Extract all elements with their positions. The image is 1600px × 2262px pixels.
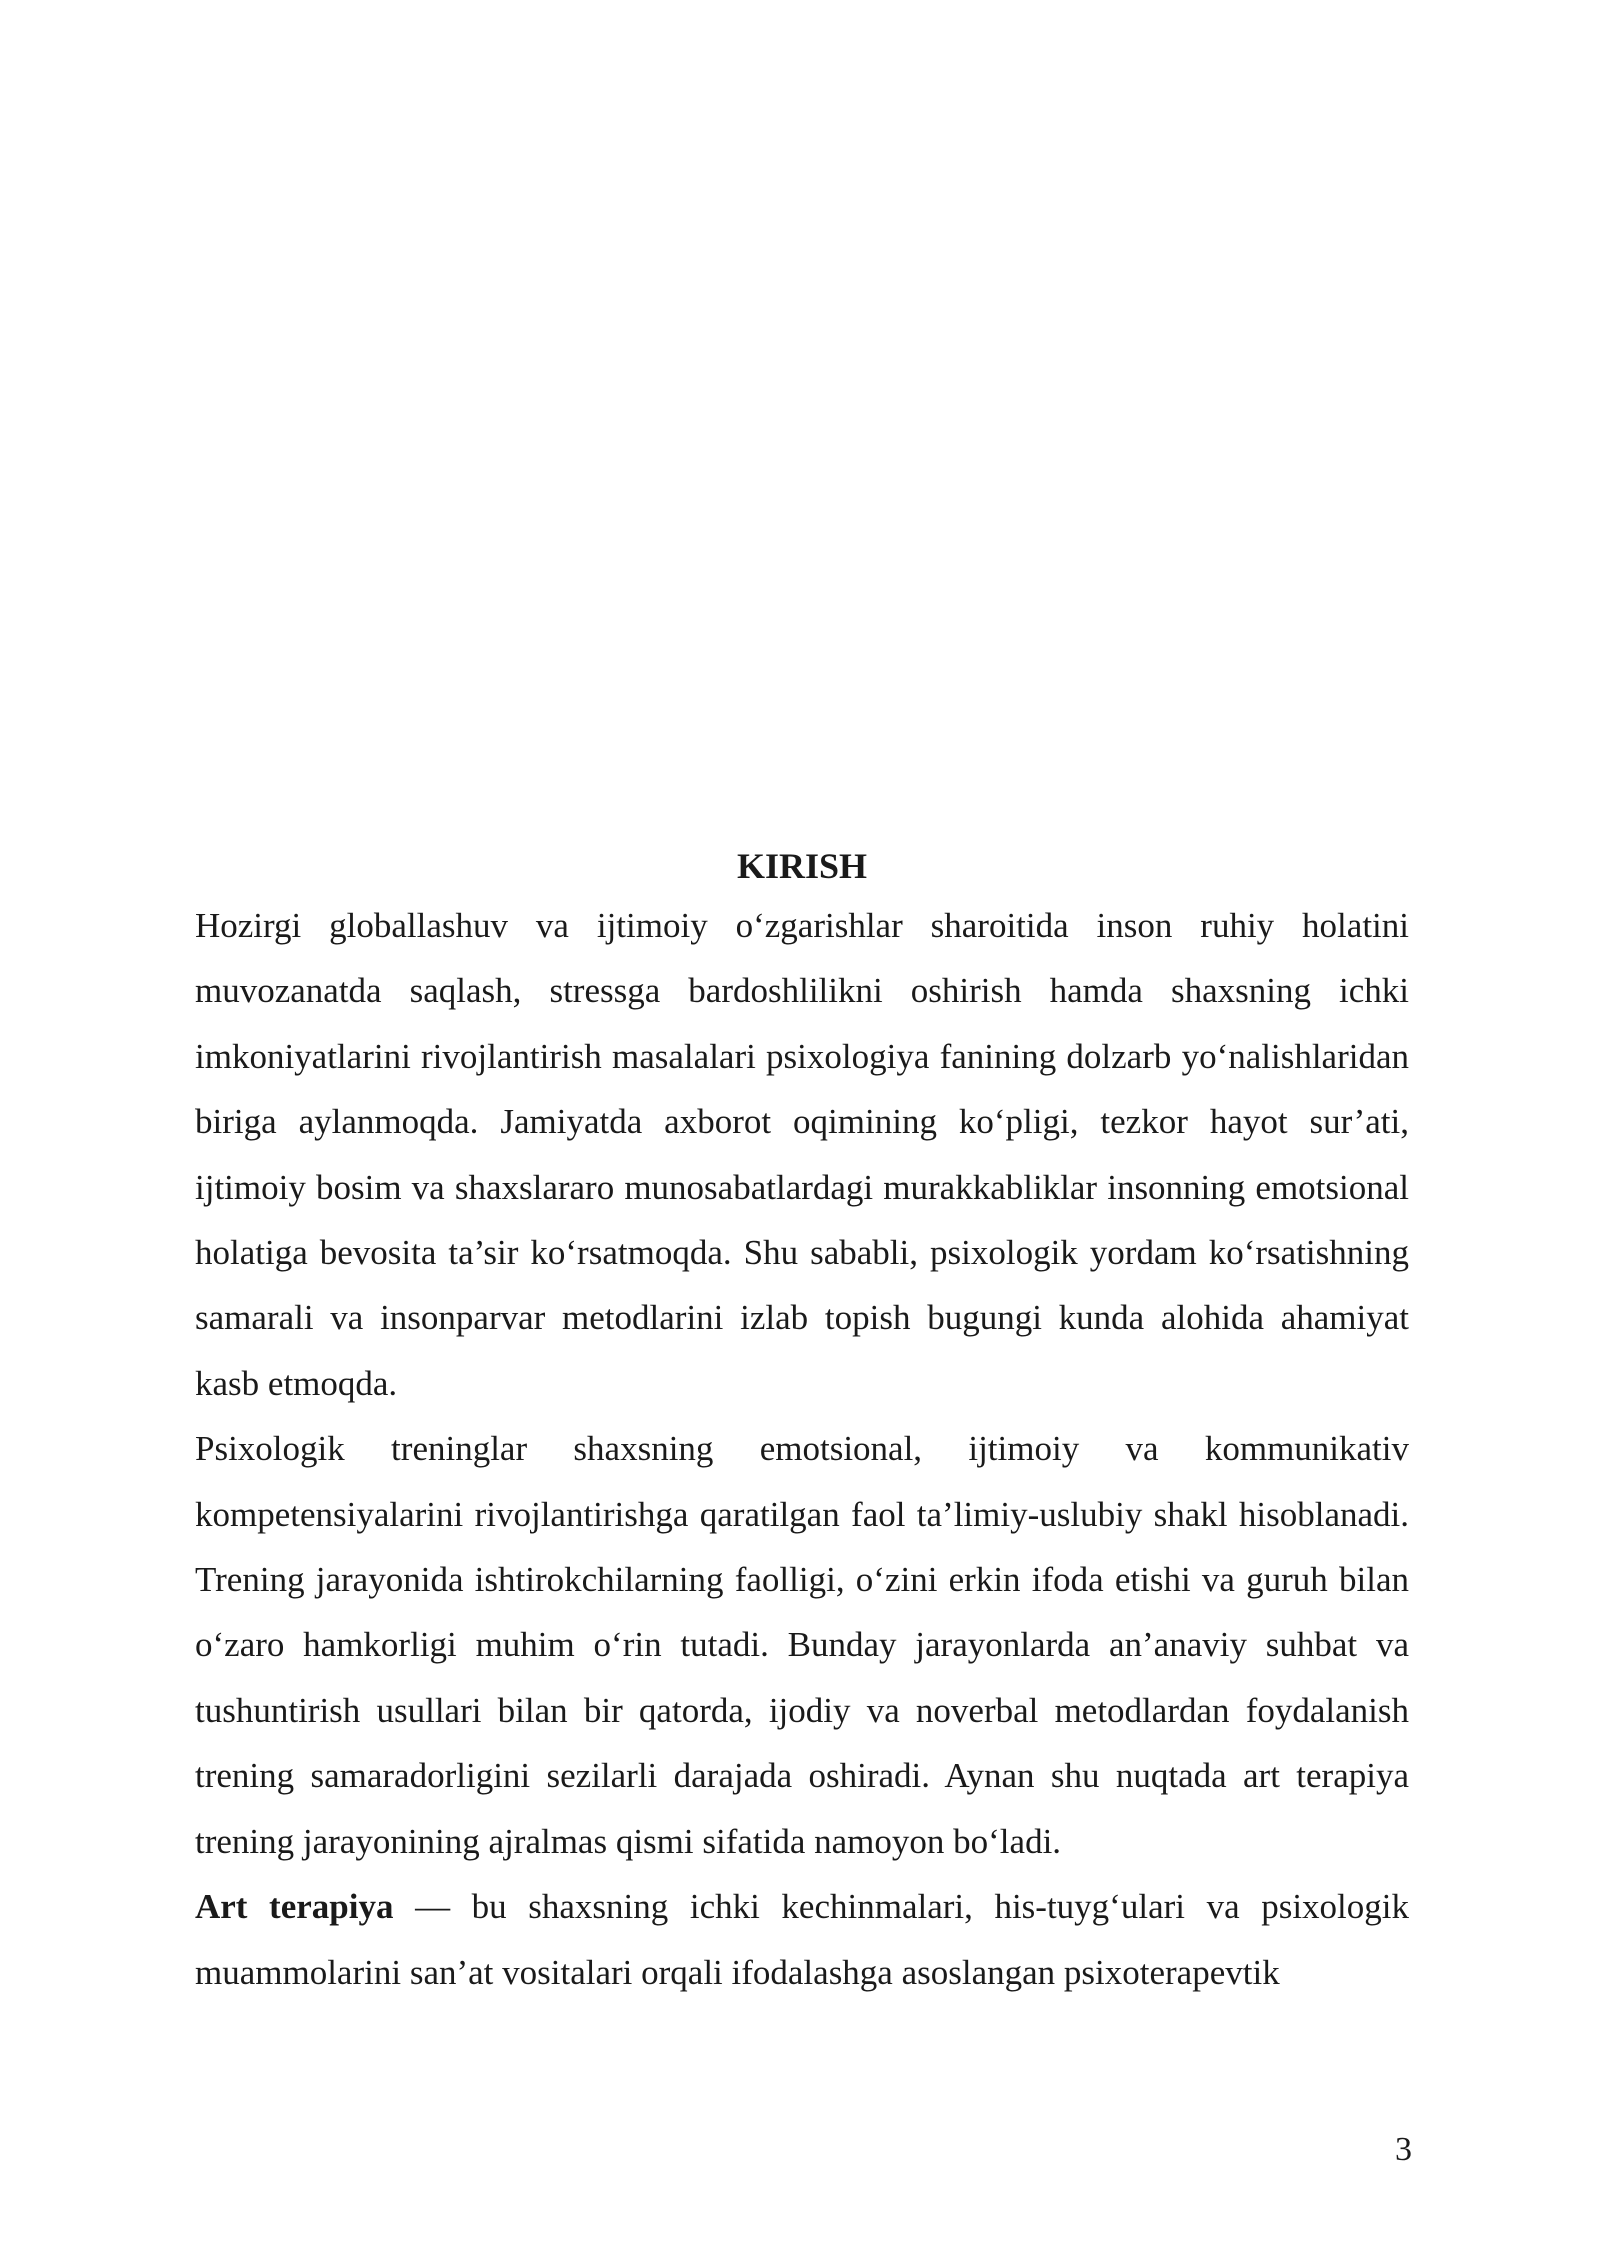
paragraph-3 (195, 1874, 1409, 2005)
paragraph-3-text: — bu shaxsning ichki kechinmalari, his-tuyg‘ulari va psixologik muammolarini san’at vositalari orqali ifodalashga asoslangan psixoterapevtik (195, 1887, 1409, 1992)
paragraph-1: Hozirgi globallashuv va ijtimoiy o‘zgarishlar sharoitida inson ruhiy holatini muvozanatda saqlash, stressga bardoshlilikni oshirish hamda shaxsning ichki imkoniyatlarini rivojlantirish masalalari psixologiya fanining dolzarb yo‘nalishlaridan biriga aylanmoqda. Jamiyatda axborot oqimining ko‘pligi, tezkor hayot sur’ati, ijtimoiy bosim va shaxslararo munosabatlardagi murakkabliklar insonning emotsional holatiga bevosita ta’sir ko‘rsatmoqda. Shu sababli, psixologik yordam ko‘rsatishning samarali va insonparvar metodlarini izlab topish bugungi kunda alohida ahamiyat kasb etmoqda. (195, 906, 1409, 1403)
page-content (195, 840, 1409, 2005)
paragraph-3-bold-term: Art terapiya (195, 1887, 394, 1927)
page-number: 3 (1395, 2131, 1412, 2168)
paragraph-2: Psixologik treninglar shaxsning emotsional, ijtimoiy va kommunikativ kompetensiyalarini rivojlantirishga qaratilgan faol ta’limiy-uslubiy shakl hisoblanadi. Trening jarayonida ishtirokchilarning faolligi, o‘zini erkin ifoda etishi va guruh bilan o‘zaro hamkorligi muhim o‘rin tutadi. Bunday jarayonlarda an’anaviy suhbat va tushuntirish usullari bilan bir qatorda, ijodiy va noverbal metodlardan foydalanish trening samaradorligini sezilarli darajada oshiradi. Aynan shu nuqtada art terapiya trening jarayonining ajralmas qismi sifatida namoyon bo‘ladi. (195, 1429, 1409, 1861)
section-heading: KIRISH (736, 846, 868, 886)
